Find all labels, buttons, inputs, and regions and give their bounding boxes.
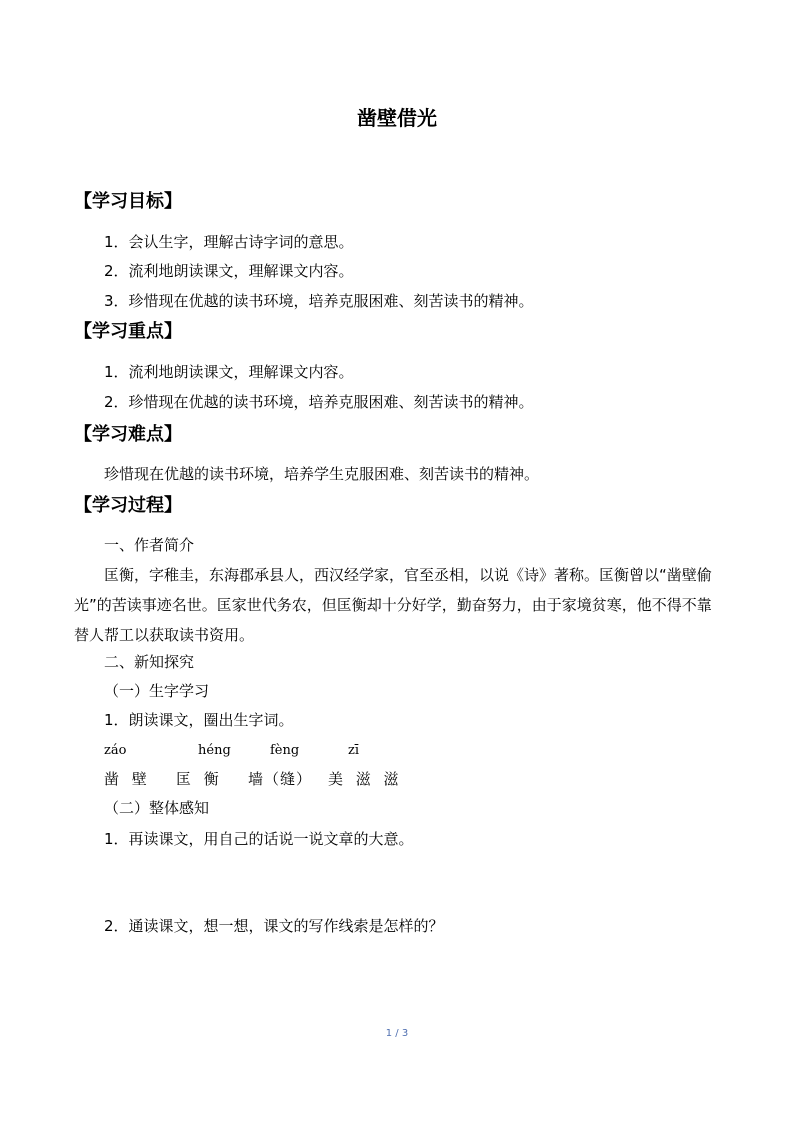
section-heading-focus: 【学习重点】 (74, 321, 182, 342)
author-intro-heading: 一、作者简介 (104, 536, 195, 554)
word-zaobi: 凿 壁 (104, 770, 151, 788)
word-kuangheng: 匡 衡 (176, 770, 223, 788)
pinyin-zi: zī (348, 743, 360, 758)
focus-item-1: 1．流利地朗读课文，理解课文内容。 (104, 363, 354, 381)
pinyin-feng: fèng (270, 743, 300, 758)
section-heading-difficulty: 【学习难点】 (74, 424, 182, 445)
overall-perception-question-2: 2．通读课文，想一想，课文的写作线索是怎样的？ (104, 917, 444, 935)
new-knowledge-heading: 二、新知探究 (104, 653, 195, 671)
new-characters-heading: （一）生字学习 (104, 682, 210, 700)
goal-item-3: 3．珍惜现在优越的读书环境，培养克服困难、刻苦读书的精神。 (104, 292, 534, 310)
goal-item-2: 2．流利地朗读课文，理解课文内容。 (104, 262, 354, 280)
author-intro-text: 匡衡，字稚圭，东海郡承县人，西汉经学家，官至丞相，以说《诗》著称。匡衡曾以“凿壁偷光”的苦读事迹名世。匡家世代务农，但匡衡却十分好学，勤奋努力，由于家境贫寒，他不得不靠替人帮工以获取读书资用。 (74, 566, 712, 644)
new-characters-question-1: 1．朗读课文，圈出生字词。 (104, 711, 294, 729)
pinyin-zao: záo (104, 743, 127, 758)
page-number: 1 / 3 (385, 1028, 409, 1039)
pinyin-heng: héng (198, 743, 231, 758)
word-meizizi: 美 滋 滋 (328, 770, 403, 788)
goal-item-1: 1．会认生字，理解古诗字词的意思。 (104, 233, 354, 251)
overall-perception-question-1: 1．再读课文，用自己的话说一说文章的大意。 (104, 830, 414, 848)
page-title: 凿壁借光 (357, 106, 437, 130)
overall-perception-heading: （二）整体感知 (104, 799, 210, 817)
section-heading-process: 【学习过程】 (74, 495, 182, 516)
word-qiangfeng: 墙（缝） (248, 770, 313, 788)
author-intro-paragraph (74, 560, 726, 650)
section-heading-goals: 【学习目标】 (74, 191, 182, 212)
difficulty-text: 珍惜现在优越的读书环境，培养学生克服困难、刻苦读书的精神。 (104, 465, 540, 483)
focus-item-2: 2．珍惜现在优越的读书环境，培养克服困难、刻苦读书的精神。 (104, 393, 534, 411)
